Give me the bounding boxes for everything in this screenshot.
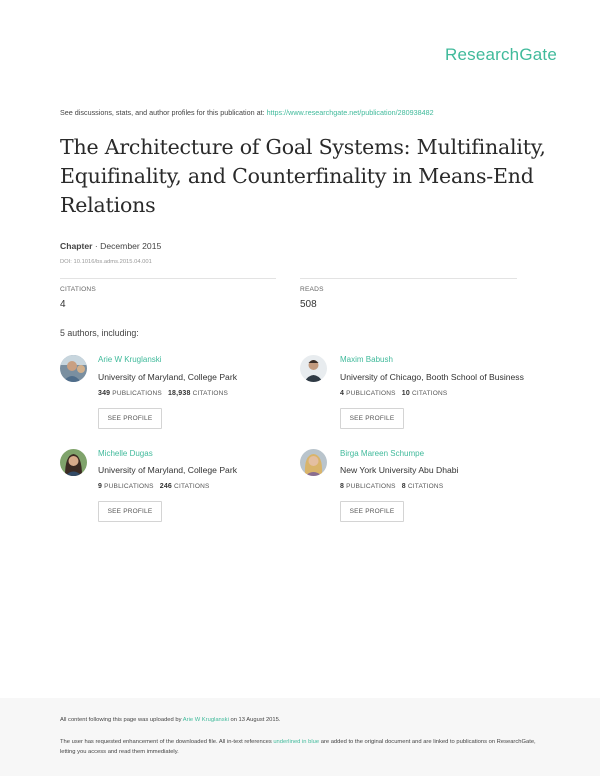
publications-count: 4 [340, 390, 345, 397]
author-photo-icon [300, 449, 327, 476]
publications-label: PUBLICATIONS [346, 390, 396, 397]
author-photo-icon [60, 355, 87, 382]
reads-count: 508 [300, 299, 317, 310]
reads-label: READS [300, 286, 324, 293]
citations-label: CITATIONS [174, 483, 210, 490]
publications-count: 349 [98, 390, 111, 397]
researchgate-logo: ResearchGate [444, 45, 557, 64]
chapter-type: Chapter [60, 241, 93, 251]
authors-heading: 5 authors, including: [60, 328, 139, 338]
publications-label: PUBLICATIONS [104, 483, 154, 490]
discussion-text: See discussions, stats, and author profiles for this publication at: [60, 108, 267, 117]
see-profile-button[interactable]: SEE PROFILE [340, 408, 404, 429]
citations-label: CITATIONS [411, 390, 448, 397]
enhancement-suffix: are added to the original document and are linked to publications on ResearchGate, letting you access and read them immediately. [60, 739, 536, 755]
author-name[interactable]: Arie W Kruglanski [98, 355, 162, 364]
citations-label: CITATIONS [192, 390, 229, 397]
avatar[interactable] [300, 355, 327, 382]
see-profile-button[interactable]: SEE PROFILE [340, 501, 404, 522]
avatar[interactable] [60, 355, 87, 382]
author-stats [98, 483, 210, 490]
author-name[interactable]: Maxim Babush [340, 355, 393, 364]
chapter-info [60, 241, 161, 251]
upload-suffix: on 13 August 2015. [228, 717, 281, 723]
author-name[interactable]: Michelle Dugas [98, 449, 153, 458]
citations-count: 8 [401, 483, 406, 490]
divider [300, 278, 517, 279]
page-title: The Architecture of Goal Systems: Multifinality, Equifinality, and Counterfinality in Means-End Relations [60, 135, 546, 217]
uploader-link[interactable]: Arie W Kruglanski [182, 717, 229, 723]
author-affiliation: University of Maryland, College Park [98, 465, 237, 475]
discussion-line [60, 108, 434, 117]
see-profile-button[interactable]: SEE PROFILE [98, 501, 162, 522]
publication-link[interactable]: https://www.researchgate.net/publication/280938482 [266, 108, 434, 117]
avatar[interactable] [300, 449, 327, 476]
author-stats [340, 390, 447, 397]
underlined-link[interactable]: underlined in blue [273, 739, 320, 745]
publications-label: PUBLICATIONS [346, 483, 396, 490]
author-name[interactable]: Birga Mareen Schumpe [340, 449, 425, 458]
publications-count: 8 [340, 483, 345, 490]
upload-prefix: All content following this page was uploaded by [60, 717, 183, 723]
citations-count: 246 [159, 483, 173, 490]
doi: DOI: 10.1016/bs.adms.2015.04.001 [60, 259, 152, 265]
see-profile-button[interactable]: SEE PROFILE [98, 408, 162, 429]
author-photo-icon [300, 355, 327, 382]
chapter-date: · December 2015 [92, 241, 162, 251]
author-stats [98, 390, 228, 397]
enhancement-prefix: The user has requested enhancement of the downloaded file. All in-text references [60, 739, 274, 745]
citations-label: CITATIONS [407, 483, 444, 490]
author-affiliation: New York University Abu Dhabi [340, 465, 459, 475]
upload-note [60, 717, 280, 723]
citations-label: CITATIONS [60, 286, 96, 293]
citations-count: 18,938 [167, 390, 191, 397]
citations-count: 10 [401, 390, 410, 397]
publications-count: 9 [98, 483, 103, 490]
author-affiliation: University of Maryland, College Park [98, 372, 237, 382]
author-photo-icon [60, 449, 87, 476]
footer [0, 698, 600, 776]
divider [60, 278, 276, 279]
avatar[interactable] [60, 449, 87, 476]
enhancement-note [60, 738, 540, 757]
author-affiliation: University of Chicago, Booth School of Business [340, 372, 524, 382]
citations-count: 4 [60, 299, 66, 310]
publications-label: PUBLICATIONS [112, 390, 162, 397]
author-stats [340, 483, 443, 490]
